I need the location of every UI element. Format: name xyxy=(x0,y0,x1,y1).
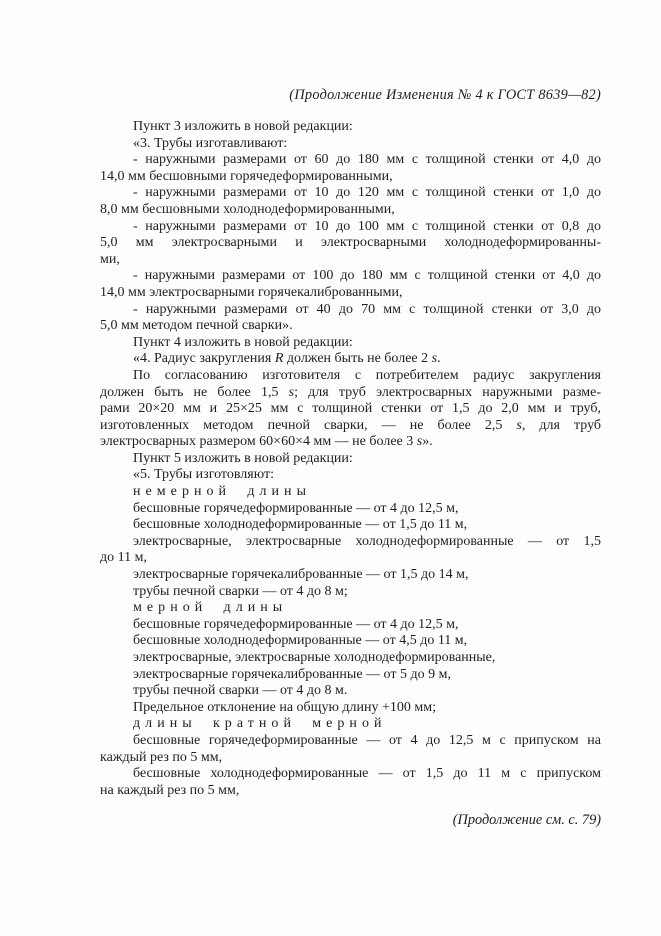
text-line xyxy=(100,501,601,518)
text-line xyxy=(100,119,601,136)
text-line xyxy=(100,467,601,484)
text-line xyxy=(100,434,601,451)
italic-symbol: R xyxy=(274,351,284,367)
text-segment: «5. Трубы изготовляют: xyxy=(133,467,274,483)
italic-symbol: s xyxy=(416,434,423,450)
text-segment: - наружными размерами от 10 до 100 мм с толщиной стенки от 0,8 до xyxy=(133,218,601,234)
text-segment: электросварные горячекалиброванные — от 1,5 до 14 м, xyxy=(133,567,469,583)
text-segment: должен быть не более 1,5 xyxy=(100,384,289,400)
text-line xyxy=(100,517,601,534)
text-segment: Пункт 4 изложить в новой редакции: xyxy=(133,334,353,350)
text-line xyxy=(100,385,601,402)
text-line xyxy=(100,534,601,551)
italic-symbol: s xyxy=(288,384,295,400)
text-segment: - наружными размерами от 40 до 70 мм с толщиной стенки от 3,0 до xyxy=(133,301,601,317)
text-segment: каждый рез по 5 мм, xyxy=(100,749,223,765)
header-continuation-text: (Продолжение Изменения № 4 к ГОСТ 8639—82) xyxy=(289,87,601,103)
text-segment: 5,0 мм электросварными и электросварными холоднодеформированны- xyxy=(100,235,601,251)
text-segment: ». xyxy=(422,434,433,450)
text-segment: , для труб xyxy=(521,417,602,433)
text-line xyxy=(100,484,601,501)
text-line xyxy=(100,252,601,269)
text-line xyxy=(100,235,601,252)
text-segment: . xyxy=(437,351,441,367)
text-segment: трубы печной сварки — от 4 до 8 м. xyxy=(133,683,348,699)
text-line xyxy=(100,418,601,435)
text-segment: ми, xyxy=(100,251,120,267)
text-segment: бесшовные холоднодеформированные — от 1,5 до 11 м с припуском xyxy=(133,766,601,782)
text-line xyxy=(100,219,601,236)
text-line xyxy=(100,268,601,285)
text-line xyxy=(100,783,601,800)
text-segment: немерной длины xyxy=(133,484,312,500)
text-line xyxy=(100,633,601,650)
text-segment: рами 20×20 мм и 25×25 мм с толщиной стенки от 1,5 до 2,0 мм и труб, xyxy=(100,401,601,417)
page-header xyxy=(100,88,601,103)
italic-symbol: s xyxy=(516,417,522,433)
text-segment: Пункт 3 изложить в новой редакции: xyxy=(133,119,353,134)
text-segment: бесшовные горячедеформированные — от 4 до 12,5 м с припуском на xyxy=(133,732,601,748)
text-segment: ; для труб электросварных наружными разме- xyxy=(294,384,601,400)
text-segment: бесшовные горячедеформированные — от 4 до 12,5 м, xyxy=(133,500,459,516)
text-segment: «4. Радиус закругления xyxy=(133,351,275,367)
text-segment: - наружными размерами от 60 до 180 мм с толщиной стенки от 4,0 до xyxy=(133,152,601,168)
italic-symbol: s xyxy=(431,351,438,367)
text-segment: мерной длины xyxy=(133,600,288,616)
text-segment: «3. Трубы изготавливают: xyxy=(133,135,288,151)
text-segment: длины кратной мерной xyxy=(133,716,387,732)
text-line xyxy=(100,451,601,468)
text-line xyxy=(100,700,601,717)
text-segment: трубы печной сварки — от 4 до 8 м; xyxy=(133,583,348,599)
text-segment: должен быть не более 2 xyxy=(283,351,432,367)
text-line xyxy=(100,202,601,219)
text-line xyxy=(100,683,601,700)
text-line xyxy=(100,401,601,418)
text-line xyxy=(100,766,601,783)
text-segment: электросварные горячекалиброванные — от 5 до 9 м, xyxy=(133,666,451,682)
text-line xyxy=(100,368,601,385)
text-segment: на каждый рез по 5 мм, xyxy=(100,782,240,798)
text-segment: - наружными размерами от 10 до 120 мм с толщиной стенки от 1,0 до xyxy=(133,185,601,201)
text-segment: 5,0 мм методом печной сварки». xyxy=(100,318,293,334)
document-body xyxy=(100,119,601,799)
text-segment: изготовленных методом печной сварки, — не более 2,5 xyxy=(100,417,517,433)
text-line xyxy=(100,136,601,153)
text-segment: По согласованию изготовителя с потребителем радиус закругления xyxy=(133,367,601,383)
text-segment: до 11 м, xyxy=(100,550,147,566)
text-segment: Пункт 5 изложить в новой редакции: xyxy=(133,450,353,466)
text-line xyxy=(100,285,601,302)
text-segment: бесшовные горячедеформированные — от 4 до 12,5 м, xyxy=(133,616,459,632)
text-line xyxy=(100,600,601,617)
text-segment: бесшовные холоднодеформированные — от 1,5 до 11 м, xyxy=(133,517,468,533)
footer-continuation-text: (Продолжение см. с. 79) xyxy=(452,812,601,829)
text-line xyxy=(100,750,601,767)
text-segment: электросварные, электросварные холоднодеформированные, xyxy=(133,650,496,665)
text-segment: 8,0 мм бесшовными холоднодеформированными, xyxy=(100,201,395,217)
text-line xyxy=(100,567,601,584)
text-segment: 14,0 мм бесшовными горячедеформированными, xyxy=(100,168,393,184)
text-line xyxy=(100,335,601,352)
text-line xyxy=(100,318,601,335)
text-segment: электросварных размером 60×60×4 мм — не более 3 xyxy=(100,434,417,450)
text-segment: бесшовные холоднодеформированные — от 4,5 до 11 м, xyxy=(133,633,468,649)
text-segment: - наружными размерами от 100 до 180 мм с толщиной стенки от 4,0 до xyxy=(133,268,601,284)
text-line xyxy=(100,584,601,601)
text-line xyxy=(100,716,601,733)
text-line xyxy=(100,667,601,684)
text-line xyxy=(100,617,601,634)
page-footer xyxy=(100,813,601,828)
text-line xyxy=(100,169,601,186)
text-segment: электросварные, электросварные холоднодеформированные — от 1,5 xyxy=(133,533,601,549)
text-segment: Предельное отклонение на общую длину +100 мм; xyxy=(133,699,437,715)
text-line xyxy=(100,550,601,567)
text-line xyxy=(100,185,601,202)
text-segment: 14,0 мм электросварными горячекалиброванными, xyxy=(100,284,403,300)
text-line xyxy=(100,650,601,667)
text-line xyxy=(100,302,601,319)
text-line xyxy=(100,351,601,368)
text-line xyxy=(100,152,601,169)
text-line xyxy=(100,733,601,750)
